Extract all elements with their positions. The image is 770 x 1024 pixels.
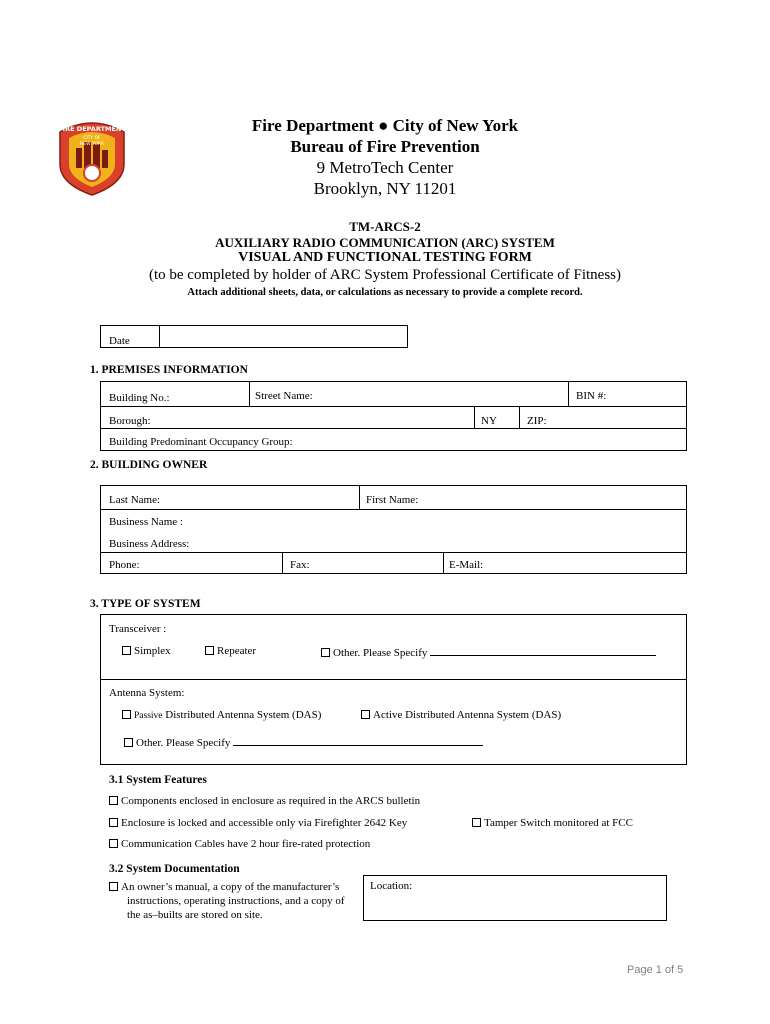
simplex-checkbox[interactable]: Simplex [122,645,171,657]
passive-das-checkbox[interactable]: Passive Distributed Antenna System (DAS) [122,709,321,721]
checkbox-icon [124,738,133,747]
documentation-title: 3.2 System Documentation [109,863,240,875]
instructions-note: Attach additional sheets, data, or calculations as necessary to provide a complete record. [187,287,583,298]
checkbox-icon [122,646,131,655]
address-line2: Brooklyn, NY 11201 [313,179,457,198]
premises-title: 1. PREMISES INFORMATION [90,364,248,376]
phone-field[interactable]: Phone: [109,559,140,571]
components-enclosed-checkbox[interactable]: Components enclosed in enclosure as required in the ARCS bulletin [109,795,420,807]
building-no-field[interactable]: Building No.: [109,392,170,404]
checkbox-icon [109,839,118,848]
transceiver-label: Transceiver : [109,623,167,635]
zip-field[interactable]: ZIP: [527,415,547,427]
checkbox-icon [109,818,118,827]
fax-field[interactable]: Fax: [290,559,310,571]
system-title: AUXILIARY RADIO COMMUNICATION (ARC) SYSTEM [215,235,555,250]
logo-text-mid: CITY OF [83,136,101,141]
email-field[interactable]: E-Mail: [449,559,484,571]
checkbox-icon [472,818,481,827]
checkbox-icon [109,882,118,891]
last-name-field[interactable]: Last Name: [109,494,161,506]
checkbox-icon [109,796,118,805]
transceiver-other-input[interactable] [430,645,656,656]
tamper-switch-checkbox[interactable]: Tamper Switch monitored at FCC [472,817,633,829]
antenna-other-checkbox[interactable]: Other. Please Specify [124,735,483,749]
bureau-title: Bureau of Fire Prevention [290,137,480,156]
business-address-field[interactable]: Business Address: [109,538,190,550]
page-number: Page 1 of 5 [627,964,684,976]
state-value: NY [481,415,497,427]
dept-title: Fire Department ● City of New York [251,116,519,135]
active-das-checkbox[interactable]: Active Distributed Antenna System (DAS) [361,709,561,721]
checkbox-icon [361,710,370,719]
repeater-checkbox[interactable]: Repeater [205,645,256,657]
owner-title: 2. BUILDING OWNER [90,459,208,471]
address-line1: 9 MetroTech Center [316,158,454,177]
checkbox-icon [321,648,330,657]
antenna-label: Antenna System: [109,687,185,699]
features-title: 3.1 System Features [109,774,207,786]
date-field[interactable] [100,325,408,348]
form-subtitle: (to be completed by holder of ARC System Professional Certificate of Fitness) [148,267,621,283]
business-name-field[interactable]: Business Name : [109,516,183,528]
borough-field[interactable]: Borough: [109,415,151,427]
logo-text-top: FIRE DEPARTMENT [58,125,126,133]
owners-manual-checkbox[interactable]: An owner’s manual, a copy of the manufacturer’s instructions, operating instructions, and a copy of the as–builts are stored on site. [109,880,345,922]
manual-line2: instructions, operating instructions, and a copy of [127,895,345,907]
first-name-field[interactable]: First Name: [366,494,419,506]
system-type-title: 3. TYPE OF SYSTEM [90,598,201,610]
location-label: Location: [370,880,413,892]
checkbox-icon [205,646,214,655]
form-id: TM-ARCS-2 [349,219,421,234]
enclosure-locked-checkbox[interactable]: Enclosure is locked and accessible only via Firefighter 2642 Key [109,817,407,829]
logo-text-bottom: NEW YORK [79,142,105,147]
transceiver-other-checkbox[interactable]: Other. Please Specify [321,645,656,659]
date-label: Date [109,335,130,347]
form-title: VISUAL AND FUNCTIONAL TESTING FORM [238,250,532,265]
street-name-field[interactable]: Street Name: [255,390,313,402]
cables-protection-checkbox[interactable]: Communication Cables have 2 hour fire-rated protection [109,838,370,850]
occupancy-field[interactable]: Building Predominant Occupancy Group: [109,436,293,448]
antenna-other-input[interactable] [233,735,483,746]
manual-line3: the as–builts are stored on site. [127,909,263,921]
checkbox-icon [122,710,131,719]
bin-field[interactable]: BIN #: [576,390,607,402]
